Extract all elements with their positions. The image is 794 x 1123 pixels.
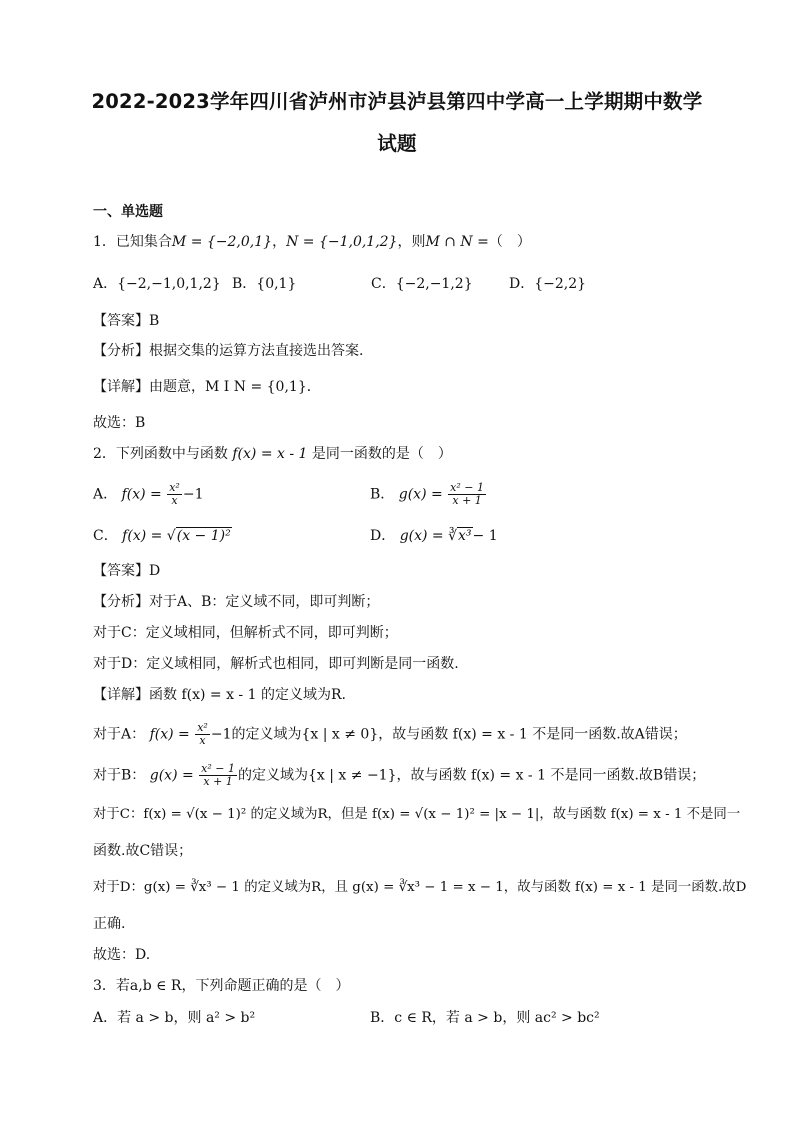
q2-detail-text-1: 函数 f(x) = x - 1 的定义域为R. bbox=[149, 687, 346, 703]
q2-detail-d-prefix: 对于D： bbox=[93, 880, 144, 895]
section-heading: 一、单选题 bbox=[93, 204, 163, 220]
q2-detail-a-text: −1的定义域为{x | x ≠ 0}，故与函数 f(x) = x - 1 不是同一函数.故A错误； bbox=[210, 726, 687, 743]
q1-choose: 故选：B bbox=[93, 415, 146, 431]
q2-detail-b-lhs: g(x) = bbox=[149, 767, 194, 784]
page-title-line-2: 试题 bbox=[377, 132, 417, 155]
q2-stem-b: 是同一函数的是（ ） bbox=[311, 446, 452, 462]
q1-stem-c: （ ） bbox=[488, 234, 531, 250]
q2-stem bbox=[93, 444, 452, 464]
q1-option-a: A．{−2,−1,0,1,2} bbox=[93, 276, 221, 292]
page-title-line-1: 2022-2023学年四川省泸州市泸县泸县第四中学高一上学期期中数学 bbox=[91, 90, 703, 113]
q2-option-d-tail: − 1 bbox=[472, 528, 498, 544]
q1-option-d: D．{−2,2} bbox=[509, 276, 587, 292]
q2-option-c-radicand: (x − 1)² bbox=[176, 528, 231, 544]
q2-option-b-label: B． bbox=[370, 486, 395, 503]
q2-analysis-1 bbox=[93, 592, 379, 612]
q2-detail-d bbox=[93, 878, 746, 898]
q2-detail-a bbox=[93, 722, 687, 747]
q1-set-n: N = {−1,0,1,2} bbox=[286, 234, 398, 250]
q1-option-c: C．{−2,−1,2} bbox=[371, 276, 473, 292]
q2-option-c-label: C． bbox=[93, 528, 118, 544]
q2-detail-a-prefix: 对于A： bbox=[93, 726, 146, 743]
q2-detail-b-den: x + 1 bbox=[203, 775, 233, 788]
q1-analysis bbox=[93, 341, 363, 361]
q2-option-a-den: x bbox=[171, 494, 178, 507]
q2-analysis-2: 对于C：定义域相同，但解析式不同，即可判断； bbox=[93, 625, 398, 641]
q1-analysis-text: 根据交集的运算方法直接选出答案. bbox=[149, 343, 364, 359]
q1-sep: ， bbox=[272, 234, 287, 250]
q2-detail-a-num: x² bbox=[197, 721, 208, 734]
q2-detail-1 bbox=[93, 685, 346, 705]
q3-stem: 3．若a,b ∈ R，下列命题正确的是（ ） bbox=[93, 978, 350, 994]
q2-detail-d-text: g(x) = ∛x³ − 1 的定义域为R，且 g(x) = ∛x³ − 1 = x − 1，故与函数 f(x) = x - 1 是同一函数.故D bbox=[143, 880, 747, 895]
q2-detail-b-num: x² − 1 bbox=[201, 762, 235, 775]
q1-option-b: B．{0,1} bbox=[232, 276, 297, 292]
q1-stem bbox=[93, 232, 531, 252]
q2-option-b-num: x² − 1 bbox=[450, 481, 484, 494]
q1-answer: 【答案】B bbox=[93, 313, 160, 329]
q3-option-a: A．若 a > b，则 a² > b² bbox=[93, 1010, 256, 1026]
q2-detail-b bbox=[93, 763, 705, 788]
q2-option-a-lhs: f(x) = bbox=[121, 486, 162, 503]
q2-detail-c-cont: 函数.故C错误； bbox=[93, 843, 193, 859]
q2-option-d-label: D． bbox=[370, 528, 396, 544]
q2-detail-a-den: x bbox=[199, 734, 206, 747]
q2-analysis-text-1: 对于A、B：定义域不同，即可判断； bbox=[149, 594, 380, 610]
q2-option-c bbox=[93, 526, 232, 546]
q2-detail-c-text: f(x) = √(x − 1)² 的定义域为R，但是 f(x) = √(x − 1)² = |x − 1|，故与函数 f(x) = x - 1 不是同一 bbox=[143, 807, 741, 822]
q1-analysis-tag: 【分析】 bbox=[93, 343, 149, 359]
q1-stem-a: 1．已知集合 bbox=[93, 234, 172, 250]
q2-detail-a-lhs: f(x) = bbox=[149, 726, 190, 743]
q2-analysis-tag: 【分析】 bbox=[93, 594, 149, 610]
q2-detail-c-prefix: 对于C： bbox=[93, 807, 144, 822]
q2-option-a-fraction bbox=[167, 482, 182, 507]
q2-detail-d-cont: 正确. bbox=[93, 916, 126, 932]
q1-detail bbox=[93, 377, 321, 397]
q1-stem-b: ，则 bbox=[397, 234, 426, 250]
q2-answer: 【答案】D bbox=[93, 563, 161, 579]
q1-set-m: M = {−2,0,1} bbox=[171, 234, 273, 250]
q2-detail-a-fraction bbox=[195, 722, 210, 747]
q1-detail-text: 由题意，M I N = {0,1}． bbox=[149, 379, 321, 395]
q2-stem-f: f(x) = x - 1 bbox=[232, 446, 308, 462]
q2-option-a-num: x² bbox=[169, 481, 180, 494]
q2-option-a bbox=[93, 482, 203, 507]
q2-detail-b-prefix: 对于B： bbox=[93, 767, 146, 784]
q2-detail-c bbox=[93, 805, 740, 825]
q2-option-b-lhs: g(x) = bbox=[398, 486, 443, 503]
q2-option-b-fraction bbox=[448, 482, 486, 507]
q2-stem-a: 2．下列函数中与函数 bbox=[93, 446, 228, 462]
q2-option-a-label: A． bbox=[93, 486, 118, 503]
q2-choose: 故选：D. bbox=[93, 947, 151, 963]
q2-option-b-den: x + 1 bbox=[452, 494, 482, 507]
q1-detail-tag: 【详解】 bbox=[93, 379, 149, 395]
q2-option-c-lhs: f(x) = √ bbox=[122, 528, 176, 544]
q3-option-b: B．c ∈ R，若 a > b，则 ac² > bc² bbox=[370, 1010, 600, 1026]
q2-option-d bbox=[370, 526, 498, 546]
q2-option-b bbox=[370, 482, 487, 507]
q2-analysis-3: 对于D：定义域相同，解析式也相同，即可判断是同一函数. bbox=[93, 656, 459, 672]
q2-option-a-tail: −1 bbox=[182, 486, 204, 503]
q2-option-d-lhs: g(x) = ∛ bbox=[399, 528, 458, 544]
q2-detail-b-text: 的定义域为{x | x ≠ −1}，故与函数 f(x) = x - 1 不是同一函数.故B错误； bbox=[238, 767, 706, 784]
q1-intersection: M ∩ N = bbox=[425, 234, 489, 250]
q2-detail-tag: 【详解】 bbox=[93, 687, 149, 703]
q2-detail-b-fraction bbox=[199, 763, 237, 788]
q2-option-d-radicand: x³ bbox=[458, 528, 472, 544]
